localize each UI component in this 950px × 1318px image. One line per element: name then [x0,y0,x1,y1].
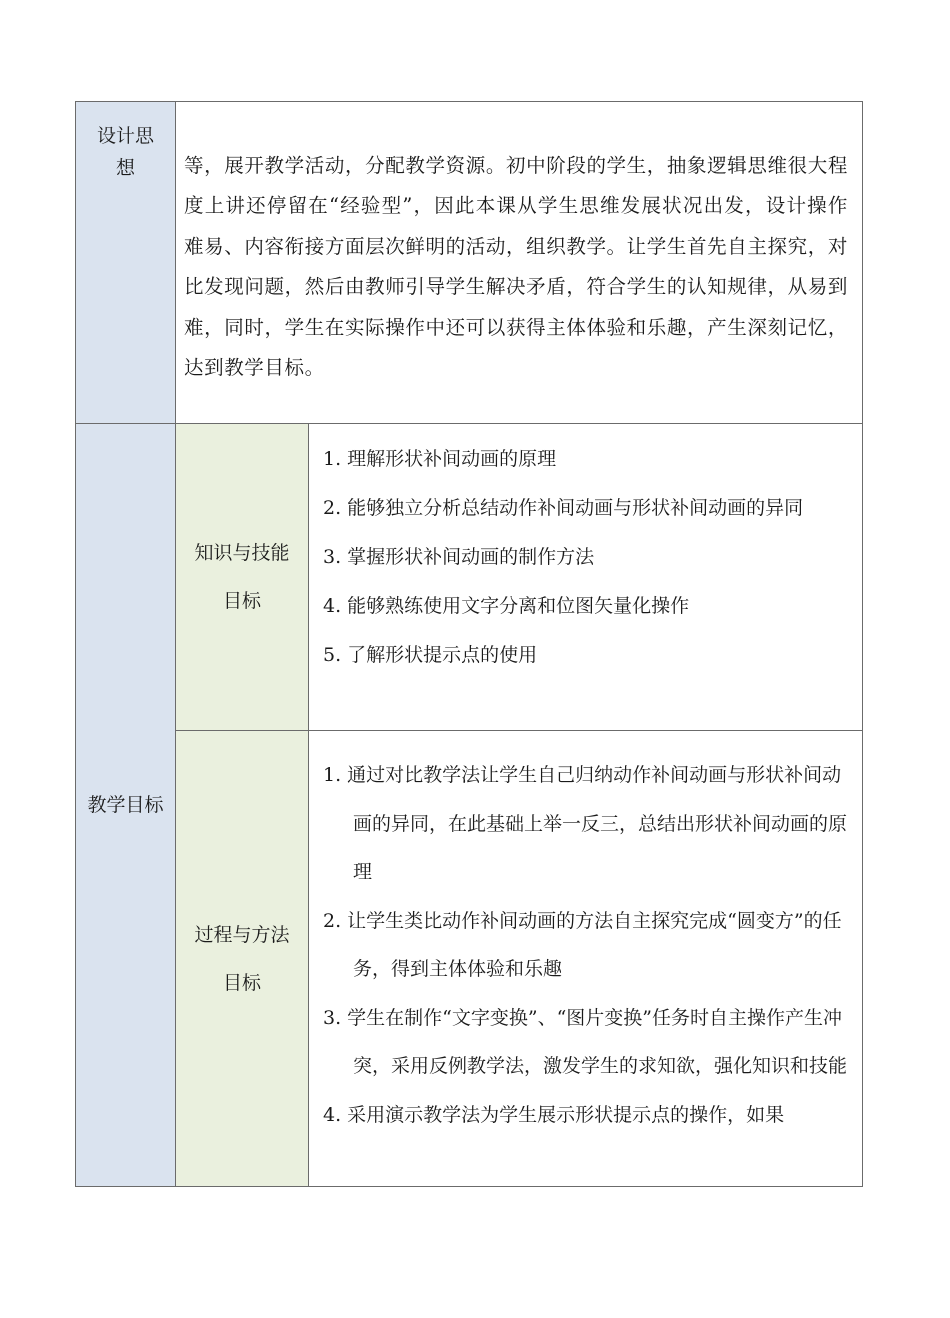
list-item: 1. 理解形状补间动画的原理 [323,448,557,470]
process-row [76,731,863,1187]
lesson-plan-table [75,101,863,1187]
design-row [76,102,863,424]
goals-label: 教学目标 [87,794,164,816]
knowledge-label: 知识与技能目标 [194,542,290,612]
knowledge-label-cell [176,424,309,731]
design-paragraph: 等，展开教学活动，分配教学资源。初中阶段的学生，抽象逻辑思维很大程度上讲还停留在“经验型”，因此本课从学生思维发展状况出发，设计操作难易、内容衔接方面层次鲜明的活动，组织教学。让学生首先自主探究，对比发现问题，然后由教师引导学生解决矛盾，符合学生的认知规律，从易到难，同时，学生在实际操作中还可以获得主体体验和乐趣，产生深刻记忆，达到教学目标。 [184,153,849,379]
knowledge-content-cell [309,424,863,731]
list-item: 2. 让学生类比动作补间动画的方法自主探究完成“圆变方”的任务，得到主体体验和乐趣 [323,909,842,980]
list-item: 1. 通过对比教学法让学生自己归纳动作补间动画与形状补间动画的异同，在此基础上举一反三，总结出形状补间动画的原理 [323,764,848,883]
list-item: 4. 能够熟练使用文字分离和位图矢量化操作 [323,595,690,617]
process-list [309,731,862,1139]
knowledge-list [309,424,862,680]
goals-label-cell [76,424,176,1187]
list-item: 3. 掌握形状补间动画的制作方法 [323,546,595,568]
process-content-cell [309,731,863,1187]
list-item: 2. 能够独立分析总结动作补间动画与形状补间动画的异同 [323,497,804,519]
process-label: 过程与方法目标 [194,923,290,994]
list-item: 4. 采用演示教学法为学生展示形状提示点的操作，如果 [323,1103,785,1126]
knowledge-row [76,424,863,731]
list-item: 5. 了解形状提示点的使用 [323,644,538,666]
design-label: 设计思想 [96,125,154,179]
list-item: 3. 学生在制作“文字变换”、“图片变换”任务时自主操作产生冲突，采用反例教学法，激发学生的求知欲，强化知识和技能 [323,1006,848,1077]
design-content-cell [176,102,863,424]
process-label-cell [176,731,309,1187]
design-label-cell [76,102,176,424]
